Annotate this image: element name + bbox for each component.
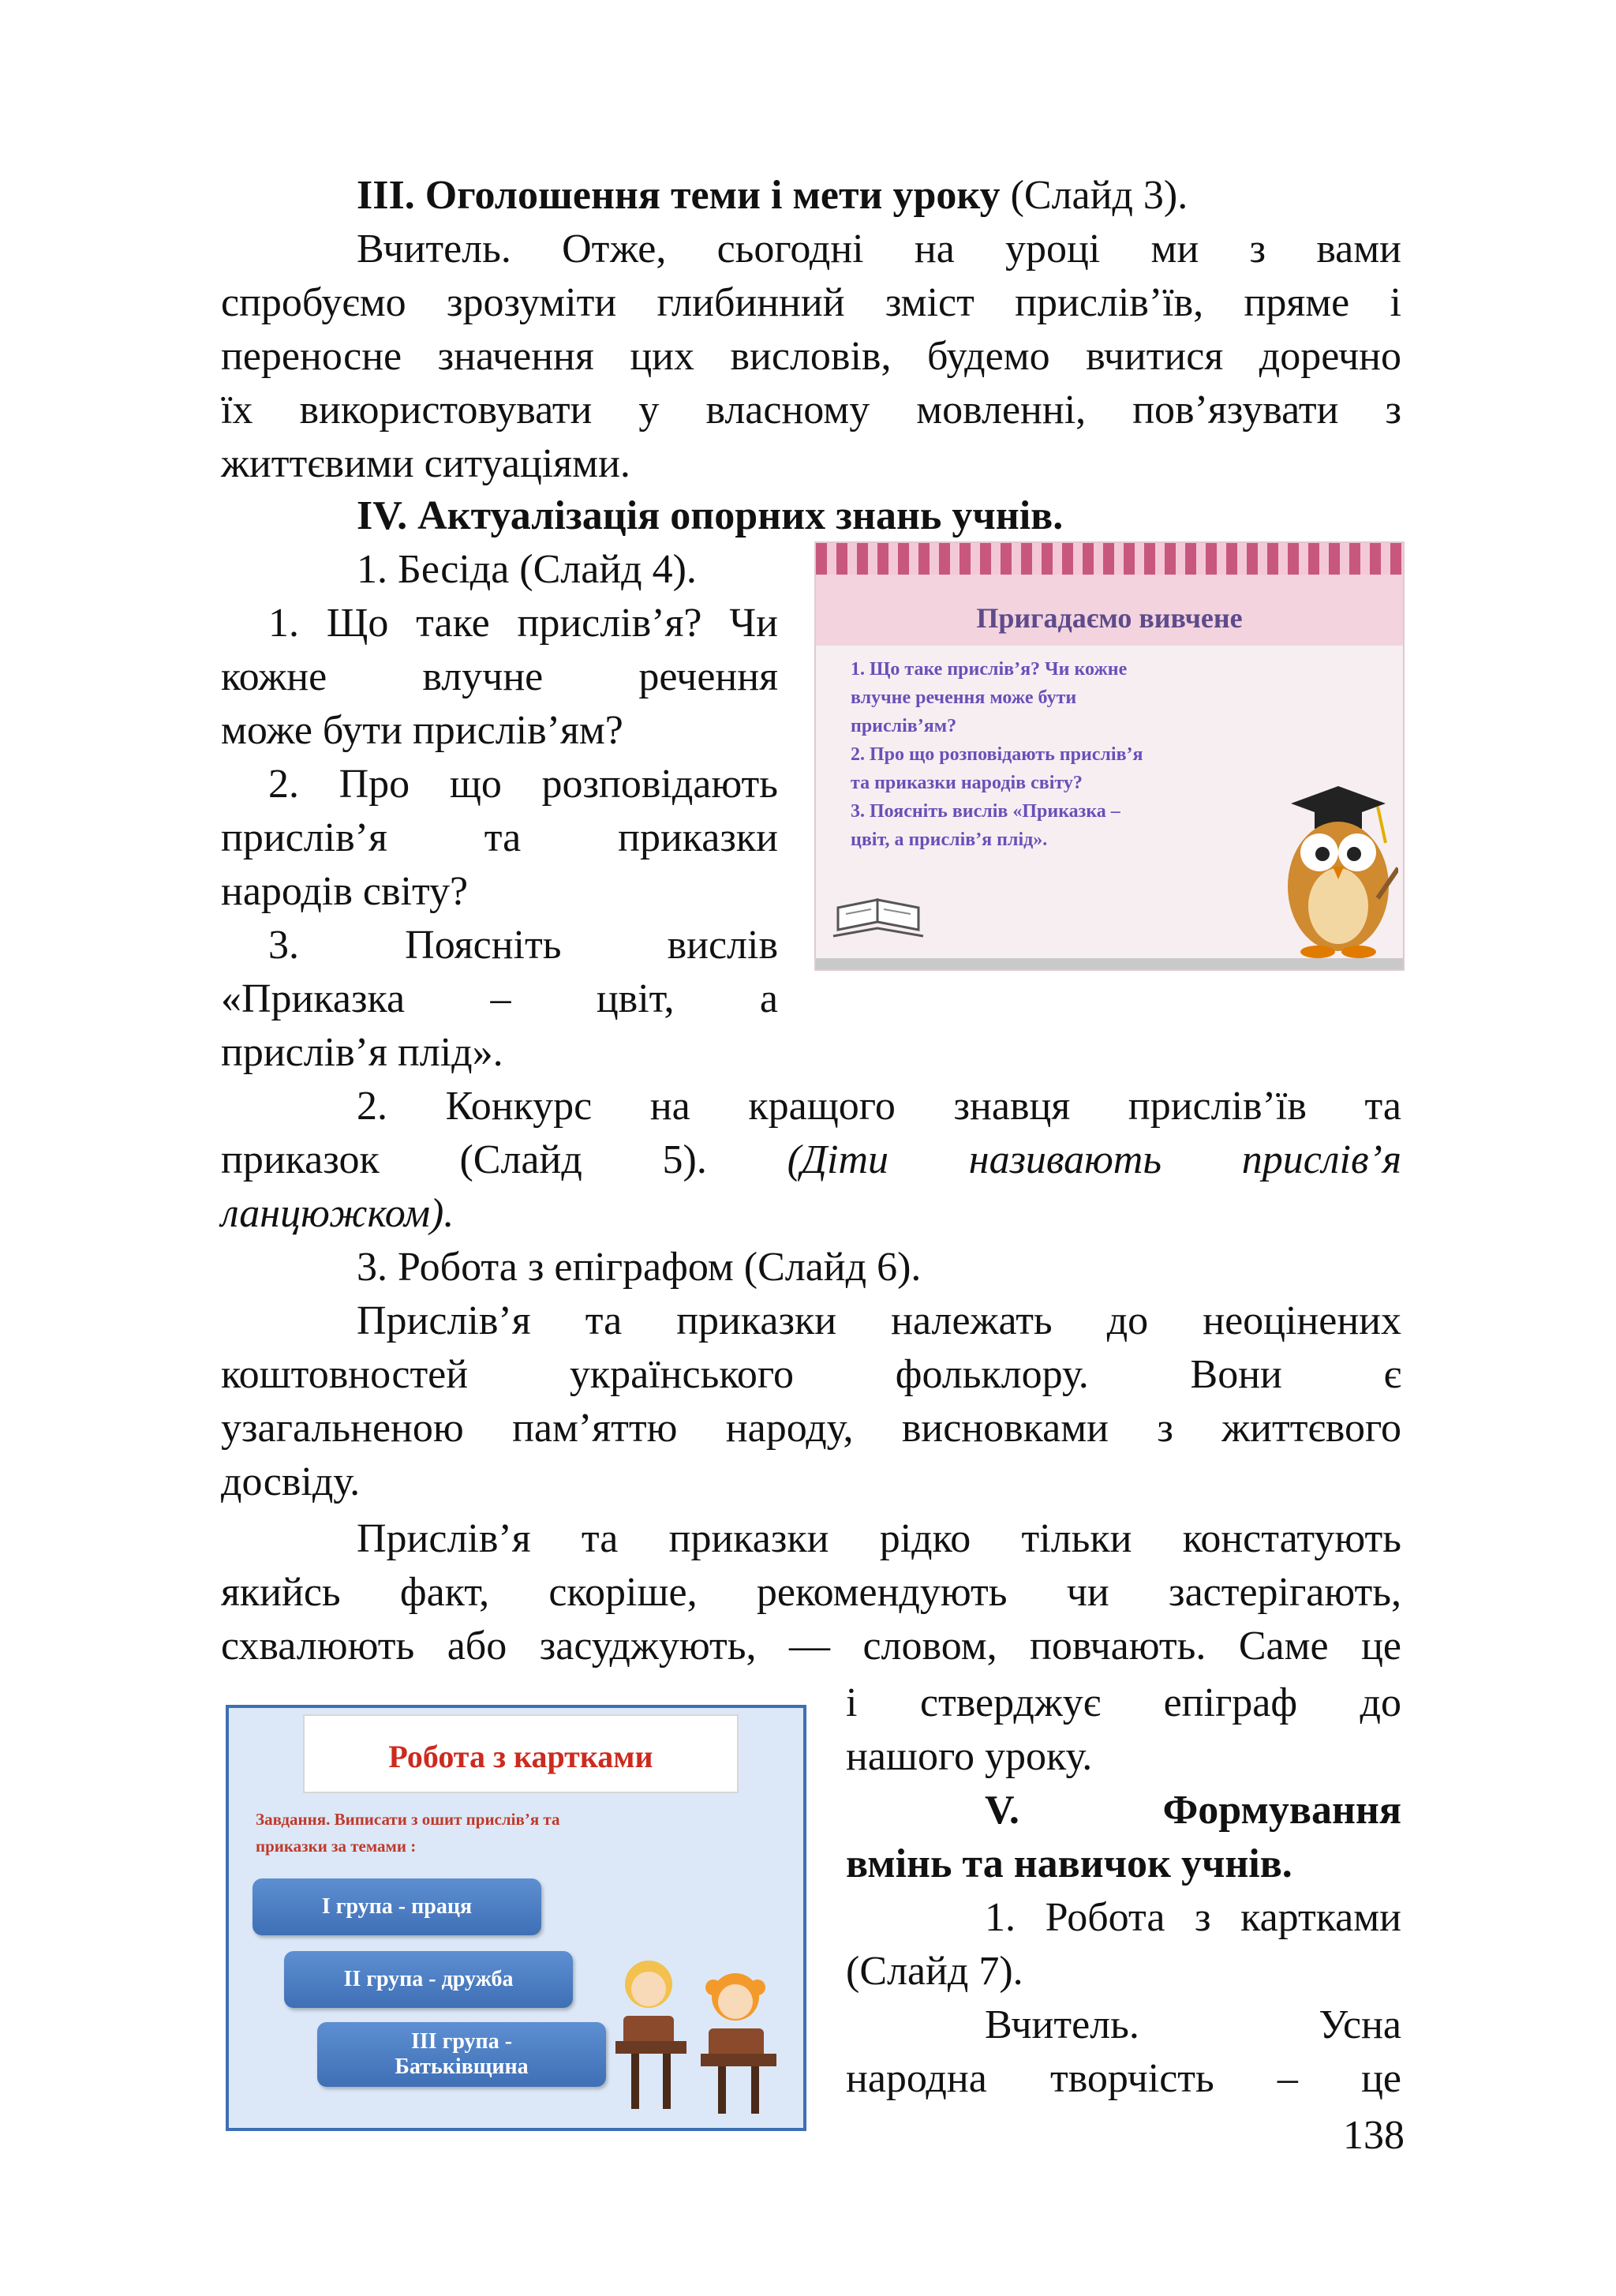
slide-7-task: приказки за темами : (256, 1837, 417, 1856)
paragraph-line: коштовностей українського фольклору. Вони є (221, 1352, 1401, 1397)
section-4-heading: IV. Актуалізація опорних знань учнів. (357, 493, 1064, 538)
paragraph-line: життєвими ситуаціями. (221, 441, 630, 486)
slide-4-line: та приказки народів світу? (851, 773, 1083, 793)
item-2-text: приказок (Слайд 5). (221, 1137, 787, 1182)
item-2-line: 2. Конкурс на кращого знавця прислів’їв та (357, 1084, 1401, 1129)
question-line: 3. Поясніть вислів (268, 923, 778, 968)
question-line: може бути прислів’ям? (221, 708, 623, 753)
slide-bottom-band (816, 958, 1403, 969)
pupils-at-desks-icon (600, 1953, 789, 2126)
open-book-icon (830, 890, 933, 946)
item-2-italic: (Діти називають прислів’я (787, 1137, 1402, 1182)
slide-4-line: 3. Поясніть вислів «Приказка – (851, 801, 1120, 822)
paragraph-line: переносне значення цих висловів, будемо вчитися доречно (221, 334, 1401, 379)
slide-4-title: Пригадаємо вивчене (816, 575, 1403, 646)
group-card: І група - праця (252, 1878, 541, 1935)
item-1-title: 1. Бесіда (Слайд 4). (357, 547, 697, 592)
section-3-heading-tail: (Слайд 3). (1000, 173, 1188, 218)
paragraph-line: узагальненою пам’яттю народу, висновками з життєвого (221, 1406, 1401, 1451)
slide-4-line: 1. Що таке прислів’я? Чи кожне (851, 659, 1128, 680)
slide-4-image (814, 541, 1405, 971)
group-card: ІІ група - дружба (284, 1951, 573, 2008)
item-line: Вчитель. Усна (985, 2002, 1401, 2047)
slide-7-task: Завдання. Виписати з ошит прислів’я та (256, 1810, 560, 1829)
question-line: 2. Про що розповідають (268, 762, 778, 807)
section-3-heading (357, 169, 1401, 223)
item-line: народна творчість – це (846, 2056, 1401, 2101)
item-2-italic-line: ланцюжком). (221, 1191, 454, 1236)
paragraph-line: досвіду. (221, 1459, 361, 1504)
paragraph-line: Вчитель. Отже, сьогодні на уроці ми з вами (357, 227, 1401, 272)
slide-4-line: влучне речення може бути (851, 687, 1077, 708)
item-line: (Слайд 7). (846, 1949, 1023, 1994)
question-line: народів світу? (221, 869, 469, 914)
item-line: 1. Робота з картками (985, 1895, 1401, 1940)
slide-7-title: Робота з картками (303, 1714, 739, 1793)
slide-4-line: цвіт, а прислів’я плід». (851, 830, 1048, 850)
paragraph-line: Прислів’я та приказки рідко тільки констатують (357, 1516, 1401, 1561)
item-2-line (221, 1133, 1401, 1187)
slide-4-line: прислів’ям? (851, 716, 957, 736)
question-line: «Приказка – цвіт, а (221, 976, 778, 1021)
question-line: прислів’я плід». (221, 1030, 503, 1075)
paragraph-line: їх використовувати у власному мовленні, пов’язувати з (221, 388, 1401, 433)
item-3-title: 3. Робота з епіграфом (Слайд 6). (357, 1245, 922, 1290)
paragraph-line: схвалюють або засуджують, — словом, повчають. Саме це (221, 1624, 1401, 1669)
slide-decor-band (816, 543, 1403, 575)
question-line: кожне влучне речення (221, 654, 778, 699)
page-number: 138 (1343, 2113, 1405, 2158)
paragraph-line: і стверджує епіграф до (846, 1680, 1401, 1725)
group-card: ІІІ група - Батьківщина (317, 2022, 606, 2087)
section-5-heading: вмінь та навичок учнів. (846, 1841, 1292, 1886)
question-line: прислів’я та приказки (221, 815, 778, 860)
paragraph-line: спробуємо зрозуміти глибинний зміст прислів’їв, пряме і (221, 280, 1401, 325)
slide-4-line: 2. Про що розповідають прислів’я (851, 744, 1143, 765)
owl-mascot-icon (1259, 780, 1398, 960)
slide-7-image (226, 1705, 806, 2131)
paragraph-line: Прислів’я та приказки належать до неоцінених (357, 1298, 1401, 1343)
paragraph-line: якийсь факт, скоріше, рекомендують чи застерігають, (221, 1570, 1401, 1615)
section-5-heading: V. Формування (985, 1788, 1401, 1833)
question-line: 1. Що таке прислів’я? Чи (268, 601, 778, 646)
paragraph-line: нашого уроку. (846, 1734, 1093, 1779)
section-3-heading-bold: ІІІ. Оголошення теми і мети уроку (357, 173, 1001, 218)
